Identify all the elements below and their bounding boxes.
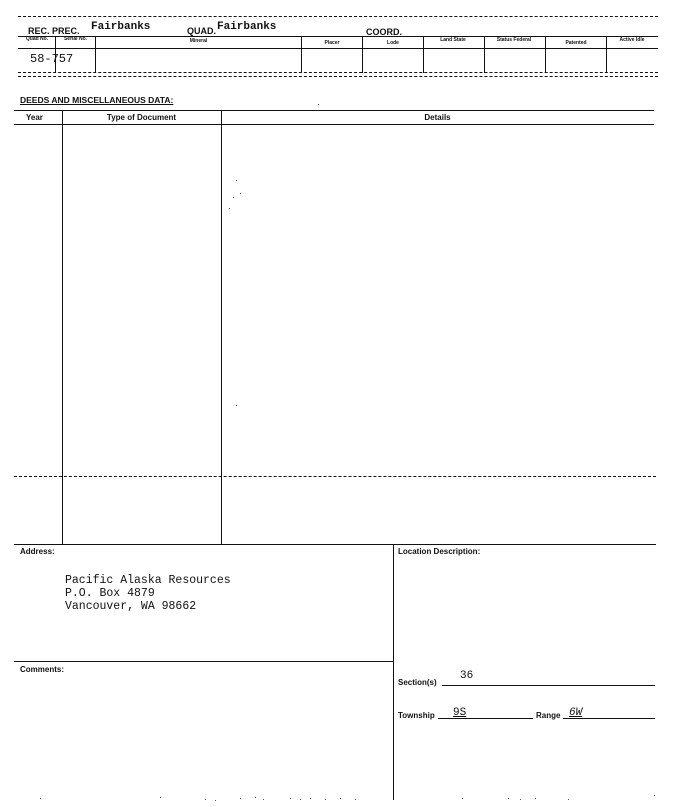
deeds-divider-type <box>221 110 222 544</box>
deeds-dashed-rule <box>14 476 656 477</box>
address-line: Vancouver, WA 98662 <box>65 600 197 613</box>
address-top-rule <box>14 544 656 545</box>
deeds-divider-year <box>62 110 63 544</box>
col-header-status-federal: Status Federal <box>496 37 532 43</box>
address-line: P.O. Box 4879 <box>65 587 155 600</box>
quad-label: QUAD. <box>187 26 216 36</box>
col-divider <box>484 37 485 73</box>
rec-prec-label: REC. PREC. <box>28 26 80 36</box>
section-label: Section(s) <box>398 678 437 687</box>
range-value: 6W <box>569 707 583 719</box>
col-header-serial-no: Serial No. <box>63 36 88 42</box>
address-line: Pacific Alaska Resources <box>65 574 231 587</box>
top-dashed-rule <box>18 16 658 17</box>
col-divider <box>606 37 607 73</box>
location-description-label: Location Description: <box>398 547 481 556</box>
range-label: Range <box>536 711 561 720</box>
col-header-year: Year <box>26 113 43 122</box>
col-header-details: Details <box>424 113 451 122</box>
record-table-top-rule <box>18 36 658 37</box>
col-header-patented: Patented <box>565 40 587 46</box>
col-divider <box>423 37 424 73</box>
address-block <box>65 574 231 613</box>
deeds-section-title: DEEDS AND MISCELLANEOUS DATA: <box>20 95 174 105</box>
township-label: Township <box>398 711 435 720</box>
address-label: Address: <box>20 547 55 556</box>
rec-prec-value: Fairbanks <box>91 21 151 33</box>
township-value: 9S <box>453 707 467 719</box>
section-underline <box>442 685 655 686</box>
col-header-placer: Placer <box>324 40 340 46</box>
col-header-quad-no: Quad No. <box>25 36 49 42</box>
comments-label: Comments: <box>20 665 65 674</box>
comments-top-rule <box>14 661 393 662</box>
record-table-bottom-rule <box>18 72 658 73</box>
quad-serial-value: 58-757 <box>30 52 74 66</box>
record-table-bottom-rule-2 <box>18 76 658 77</box>
col-header-mineral: Mineral <box>189 38 208 44</box>
record-table-header-rule <box>18 48 658 49</box>
col-header-lode: Lode <box>387 40 399 46</box>
col-header-active-idle: Active Idle <box>619 37 645 43</box>
location-divider <box>393 544 394 800</box>
section-value: 36 <box>460 670 474 682</box>
deeds-top-rule <box>14 110 654 111</box>
col-header-type: Type of Document <box>106 113 177 122</box>
coord-label: COORD. <box>366 27 402 37</box>
quad-value: Fairbanks <box>217 21 277 33</box>
deeds-header-rule <box>14 124 654 125</box>
col-header-land-state: Land State <box>440 37 466 43</box>
